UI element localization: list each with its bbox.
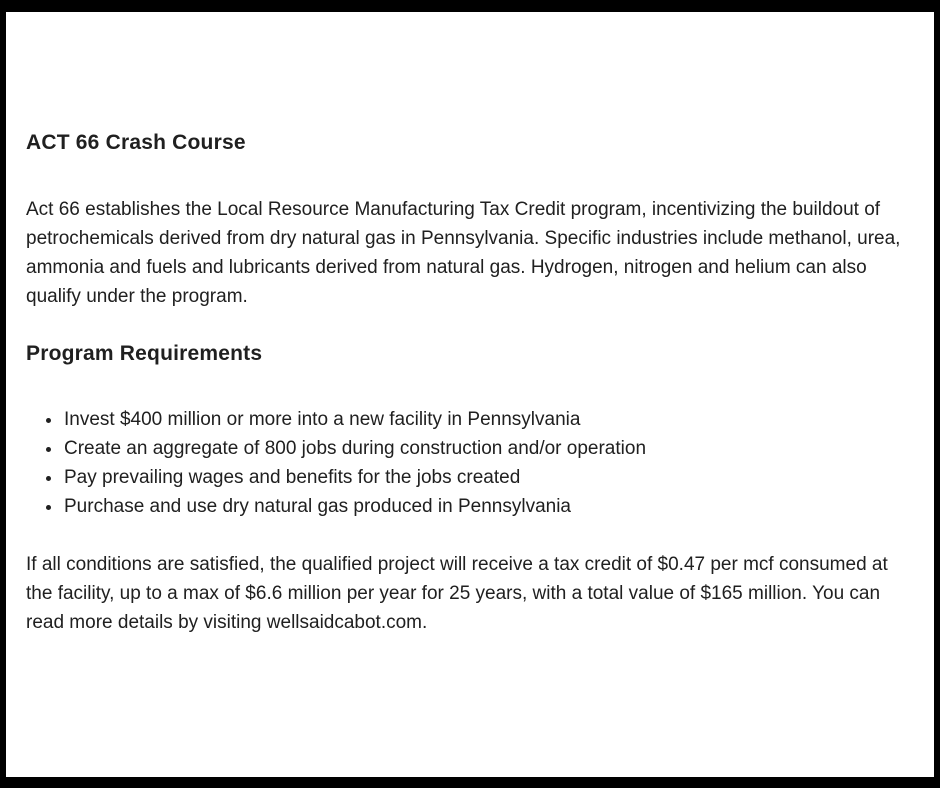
list-item: • Pay prevailing wages and benefits for the jobs created xyxy=(63,463,906,492)
page-content xyxy=(6,12,934,777)
list-item: • Invest $400 million or more into a new facility in Pennsylvania xyxy=(63,405,906,434)
list-item: • Create an aggregate of 800 jobs during construction and/or operation xyxy=(63,434,906,463)
section-title-program-requirements: Program Requirements xyxy=(26,342,263,365)
list-item: • Purchase and use dry natural gas produced in Pennsylvania xyxy=(63,492,906,521)
intro-paragraph: Act 66 establishes the Local Resource Manufacturing Tax Credit program, incentivizing the buildout of petrochemicals derived from dry natural gas in Pennsylvania. Specific industries include methanol, urea, ammonia and fuels and lubricants derived from natural gas. Hydrogen, nitrogen and helium can also qualify under the program. xyxy=(26,199,901,307)
page-title: ACT 66 Crash Course xyxy=(26,131,246,154)
conclusion-paragraph: If all conditions are satisfied, the qualified project will receive a tax credit of $0.47 per mcf consumed at the facility, up to a max of $6.6 million per year for 25 years, with a total value of $165 million. You can read more details by visiting wellsaidcabot.com. xyxy=(26,554,888,633)
requirements-list xyxy=(26,405,906,521)
